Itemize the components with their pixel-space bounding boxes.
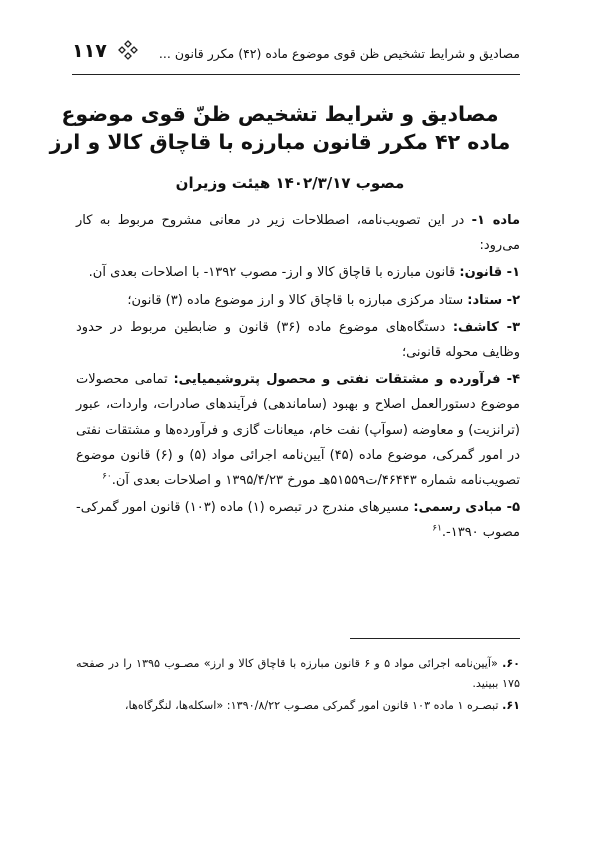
definition-label: ۳- کاشف:: [452, 319, 520, 335]
running-header: [72, 38, 520, 68]
definition-item: [76, 260, 520, 285]
footnote-text: «آیین‌نامه اجرائی مواد ۵ و ۶ قانون مبارزه با قاچاق کالا و ارز» مصـوب ۱۳۹۵ را در صفحه ۱۷۵ ببینید.: [76, 657, 520, 690]
footnote-text: تبصـره ۱ ماده ۱۰۳ قانون امور گمرکی مصـوب ۱۳۹۰/۸/۲۲: «اسکله‌ها، لنگرگاه‌ها،: [124, 699, 503, 712]
page-title: مصادیق و شرایط تشخیص ظنّ قوی موضوع ماده ۴۲ مکرر قانون مبارزه با قاچاق کالا و ارز: [49, 102, 511, 154]
definition-text: دستگاه‌های موضوع ماده (۳۶) قانون و ضابطین مربوط در حدود وظایف محوله قانونی؛: [76, 319, 520, 361]
footnote-number: ۶۱.: [502, 699, 520, 712]
definition-item: [76, 367, 520, 493]
footnote-number: ۶۰.: [502, 657, 520, 670]
definition-item: [76, 495, 520, 545]
definition-label: ۱- قانون:: [459, 265, 520, 281]
footnote-reference[interactable]: ۶۱: [432, 524, 442, 535]
definition-label: ۲- ستاد:: [467, 292, 520, 308]
definition-label: ۵- مبادی رسمی:: [413, 500, 520, 516]
article-body: [76, 208, 520, 548]
definition-text: قانون مبارزه با قاچاق کالا و ارز- مصوب ۱۳۹۲- با اصلاحات بعدی آن.: [88, 265, 460, 281]
definition-text: ستاد مرکزی مبارزه با قاچاق کالا و ارز موضوع ماده (۳) قانون؛: [127, 292, 468, 308]
footnote-item: [76, 654, 520, 694]
page-number: ۱۱۷: [72, 40, 107, 62]
footnotes: [76, 654, 520, 718]
definition-item: [76, 288, 520, 313]
four-diamond-ornament-icon: [118, 40, 138, 60]
article-label: ماده ۱-: [471, 213, 520, 228]
article-intro: [76, 208, 520, 258]
footnote-item: [76, 696, 520, 716]
approval-subtitle: مصوب ۱۴۰۲/۳/۱۷ هیئت وزیران: [175, 174, 405, 192]
definition-label: ۴- فرآورده و مشتقات نفتی و محصول پتروشیمیایی:: [173, 372, 521, 388]
article-intro-text: در این تصویب‌نامه، اصطلاحات زیر در معانی مشروح مربوط به کار می‌رود:: [76, 213, 520, 254]
definition-text: تمامی محصولات موضوع دستورالعمل اصلاح و بهبود (ساماندهی) فرآیندهای صادرات، واردات، عبور (ترانزیت) و معاوضه (سوآپ) نفت خام، میعانات گازی و فرآورده‌ها و مشتقات نفتی در امور گمرکی، موضوع ماده (۴۵) آیین‌نامه اجرائی مواد (۵) و (۶) قانون موضوع تصویب‌نامه شماره ۴۶۴۴۳/ت۵۱۵۵۹هـ مورخ ۱۳۹۵/۴/۲۳ و اصلاحات بعدی آن.: [76, 372, 521, 489]
footnote-reference[interactable]: ۶۰: [102, 471, 112, 482]
definition-item: [76, 315, 520, 365]
running-title: مصادیق و شرایط تشخیص ظن قوی موضوع ماده (۴۲) مکرر قانون ...: [158, 46, 520, 61]
definition-text: مسیرهای مندرج در تبصره (۱) ماده (۱۰۳) قانون امور گمرکی- مصوب ۱۳۹۰-.: [76, 500, 520, 541]
footnote-rule: [350, 638, 520, 639]
header-rule: [72, 74, 520, 75]
